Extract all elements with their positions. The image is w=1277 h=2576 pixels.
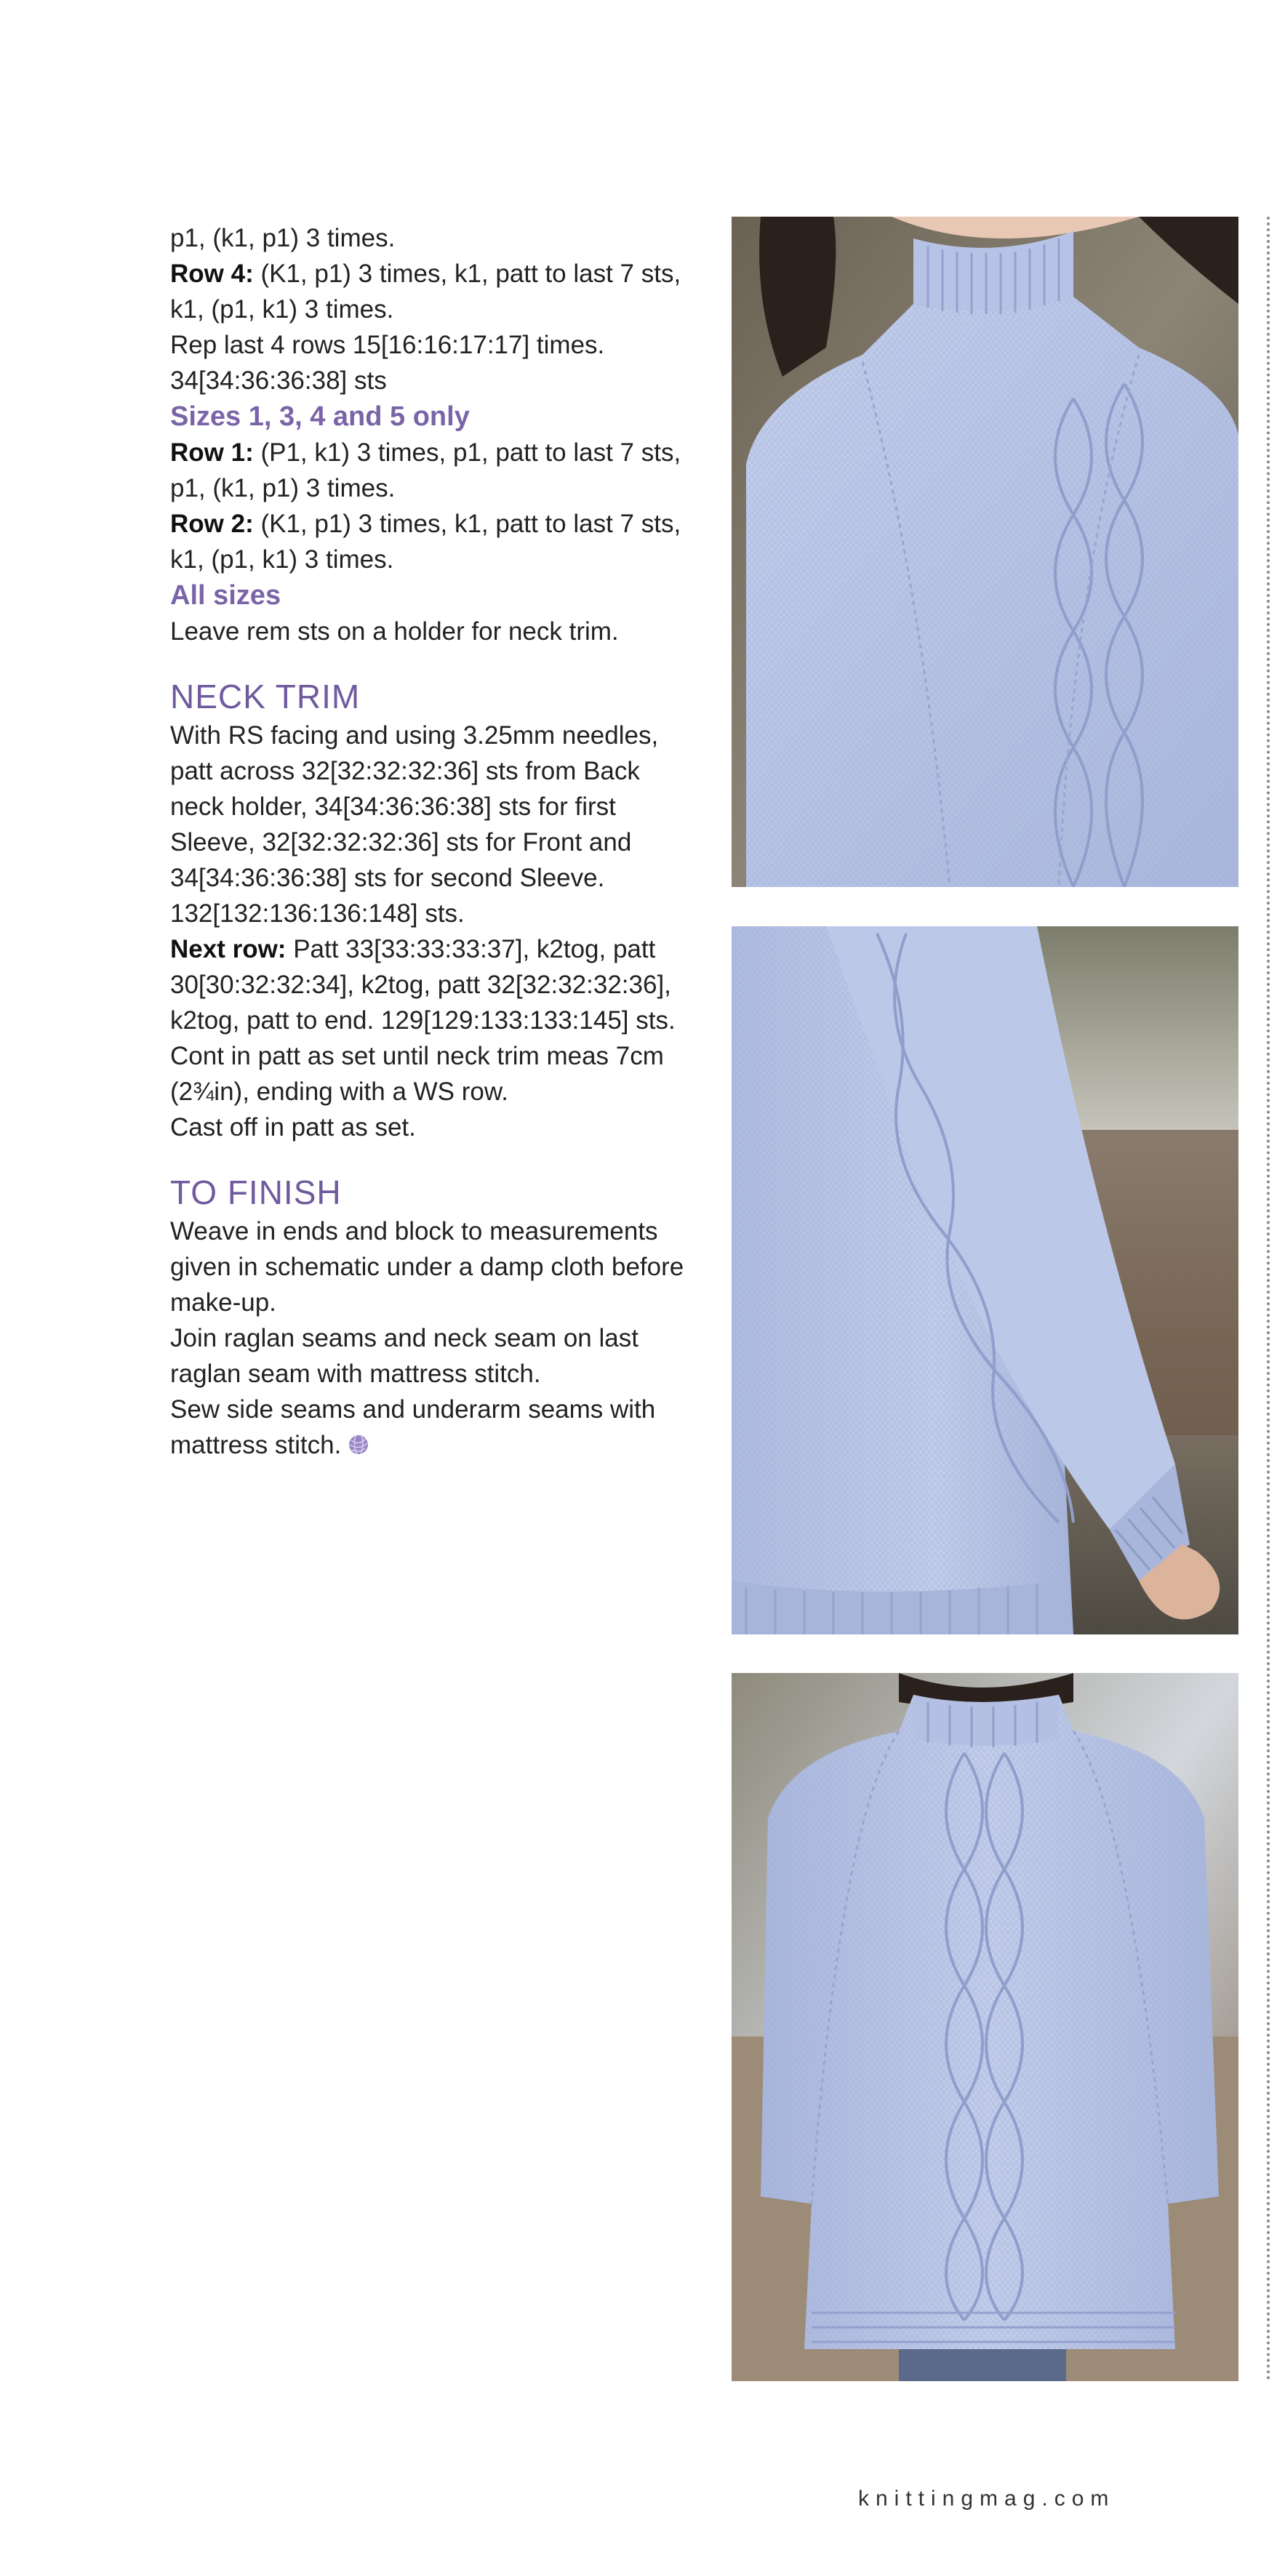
cast-off-instruction: Cast off in patt as set. [170, 1113, 416, 1141]
row-text: (K1, p1) 3 times, k1, patt to last 7 sts, k1, (p1, k1) 3 times. [170, 510, 681, 574]
column-divider [1267, 217, 1270, 2382]
row-text: (K1, p1) 3 times, k1, patt to last 7 sts, k1, (p1, k1) 3 times. [170, 260, 681, 324]
neck-trim-paragraph: With RS facing and using 3.25mm needles, patt across 32[32:32:32:36] sts from Back neck holder, 34[34:36:36:38] sts for first Sleeve, 32[32:32:32:36] sts for Front and 34[34:36:36:38] sts for second Sleeve. 132[132:136:136:148] sts. [170, 721, 659, 928]
sweater-sleeve-photo [732, 926, 1238, 1634]
instruction-line: p1, (k1, p1) 3 times. [170, 224, 396, 252]
row-label: Row 2: [170, 510, 254, 538]
sizes-subheading: Sizes 1, 3, 4 and 5 only [170, 401, 470, 432]
row-text: (P1, k1) 3 times, p1, patt to last 7 sts, p1, (k1, p1) 3 times. [170, 438, 681, 502]
sweater-back-image [732, 1673, 1238, 2381]
footer-site: knittingmag.com [858, 2487, 1116, 2511]
row-text: Patt 33[33:33:33:37], k2tog, patt 30[30:32:32:34], k2tog, patt 32[32:32:32:36], k2tog, patt to end. 129[129:133:133:145] sts. [170, 935, 676, 1035]
neck-trim-heading: NECK TRIM [170, 678, 361, 715]
sweater-sleeve-image [732, 926, 1238, 1634]
sweater-front-image [732, 217, 1238, 887]
leave-instruction: Leave rem sts on a holder for neck trim. [170, 617, 619, 646]
stitch-count: 34[34:36:36:38] sts [170, 366, 387, 395]
weave-instruction: Weave in ends and block to measurements given in schematic under a damp cloth before make-up. [170, 1217, 684, 1317]
sweater-back-photo [732, 1673, 1238, 2381]
repeat-instruction: Rep last 4 rows 15[16:16:17:17] times. [170, 331, 605, 359]
sew-text: Sew side seams and underarm seams with mattress stitch. [170, 1395, 656, 1459]
sweater-front-photo [732, 217, 1238, 887]
row-4-instruction [170, 256, 694, 327]
continue-instruction: Cont in patt as set until neck trim meas 7cm (2¾in), ending with a WS row. [170, 1042, 664, 1106]
to-finish-heading: TO FINISH [170, 1173, 342, 1211]
row-label: Next row: [170, 935, 287, 963]
row-1-instruction [170, 435, 694, 506]
row-label: Row 1: [170, 438, 254, 467]
row-label: Row 4: [170, 260, 254, 288]
pattern-text-column [170, 220, 694, 1463]
row-2-instruction [170, 506, 694, 577]
all-sizes-subheading: All sizes [170, 580, 281, 611]
join-instruction: Join raglan seams and neck seam on last raglan seam with mattress stitch. [170, 1324, 638, 1388]
next-row-instruction [170, 931, 694, 1038]
sew-instruction [170, 1392, 694, 1463]
yarn-ball-icon [347, 1433, 370, 1456]
